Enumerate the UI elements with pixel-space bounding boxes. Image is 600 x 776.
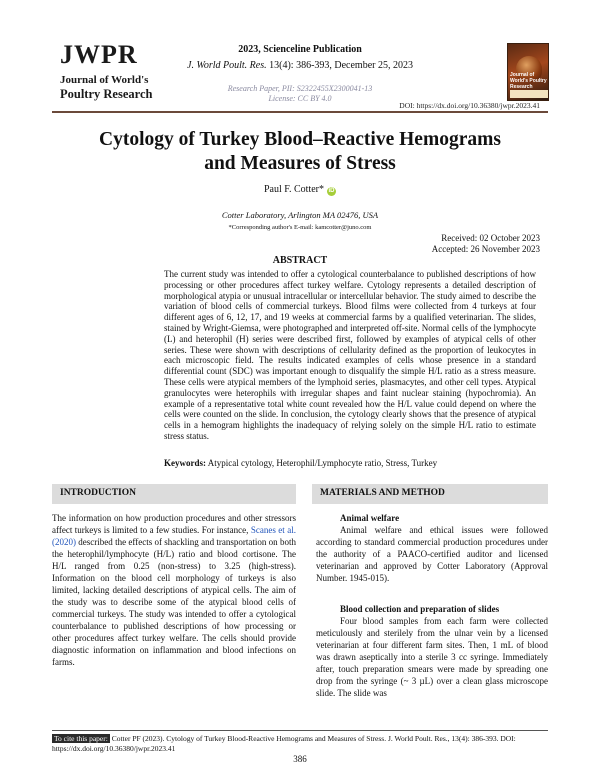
affiliation: Cotter Laboratory, Arlington MA 02476, USA [221, 210, 379, 220]
animal-welfare-text: Animal welfare and ethical issues were followed according to standard commercial production procedures under the authority of a PAACO-certified auditor and licensed veterinarian and approved by Cotter Laboratory (Approval Number. 1945-015). [316, 525, 548, 583]
blood-collection-section [316, 603, 548, 699]
abstract-heading: ABSTRACT [272, 255, 328, 266]
license: License: CC BY 4.0 [268, 94, 332, 103]
keywords [164, 458, 536, 468]
citation-line [150, 60, 450, 71]
cover-text: Journal of World's Poultry Research [510, 72, 547, 90]
cite-text: Cotter PF (2023). Cytology of Turkey Blood-Reactive Hemograms and Measures of Stress. J. World Poult. Res., 13(4): 386-393. DOI: https://dx.doi.org/10.36380/jwpr.2023.41 [52, 734, 516, 753]
header-divider [52, 111, 548, 113]
orcid-icon[interactable]: iD [328, 188, 335, 194]
footer-divider [52, 730, 548, 731]
corresponding-email: *Corresponding author's E-mail: kamcotter@juno.com [228, 224, 372, 231]
paper-type: Research Paper, PII: S2322455X2300041-13 [227, 84, 373, 93]
introduction-heading: INTRODUCTION [52, 484, 296, 504]
intro-text-1: The information on how production procedures and other stressors affect turkeys is limited to a few studies. For instance, [52, 513, 296, 535]
journal-cover-image [507, 43, 549, 101]
article-title [52, 128, 548, 176]
cite-tag: To cite this paper: [54, 734, 108, 743]
journal-logo-text: JWPR [60, 40, 138, 69]
methods-heading: MATERIALS AND METHOD [312, 484, 548, 504]
journal-name-line1: Journal of World's [60, 74, 149, 86]
abstract-text: The current study was intended to offer a cytological counterbalance to published descriptions of how processing or other procedures affect turkey welfare. Cytology represents a detailed description of morphological atypia or unusual intracellular or intercellular behavior. The study aimed to describe the variation of blood cells of commercial turkeys. Blood films were collected from 4 turkeys at four different ages of 6, 12, 17, and 19 weeks at commercial farms by a qualified veterinarian. The slides, stained by Wright-Giemsa, were photographed and interpreted off-site. Normal cells of the lymphocyte (L) and heterophil (H) series were described first, followed by examples of atypical cells of other series. These were shown with descriptions of cellularity defined as the proportion of leukocytes in each microscopic field. The results indicated examples of cells whose presence in a standard differential count (SDC) was important enough to disqualify the simple H/L ratio as a stress measure. These cells were atypical members of the lymphoid series, plasmacytes, and other cell types. Atypical granulocytes were heterophils with irregular shapes and faint nuclear staining (hypochromia). An example of a representative total white count revealed how the H/L value could depend on where the cells were counted on the slide. In conclusion, the cytology clearly shows that the presence of atypical cells in a hemogram highlights the inadequacy of relying solely on the simple H/L ratio to estimate stress status. [164, 269, 536, 441]
keywords-label: Keywords: [164, 458, 206, 468]
introduction-text [52, 512, 296, 668]
cover-band [510, 90, 548, 98]
intro-text-2: described the effects of shackling and transportation on both the heterophil/lymphocyte (H/L) ratio and blood cortisone. The H/L ranged from 0.25 (non-stress) to 3.25 (high-stress). Information on the blood cell morphology of turkeys is also limited, lacking detailed descriptions of atypical cells. The aim of the study was to describe some of the atypical blood cells of commercial turkeys. The study was intended to offer a cytological counterbalance to published descriptions of how processing or other procedures affect turkey welfare. The cells should provide diagnostic information on inflammation and blood infections on farms. [52, 537, 296, 667]
received-date: Received: 02 October 2023 [441, 233, 540, 243]
blood-collection-text: Four blood samples from each farm were collected meticulously and sterilely from the ulnar vein by a licensed veterinarian at four different farm sites. Then, 1 mL of blood was drawn aseptically into a sterile 3 cc syringe. Immediately after, touch preparation smears were made by spreading one drop from the syringe (~ 3 µL) over a clean glass microscope slide. The slide was [316, 616, 548, 698]
scanes-reference-link[interactable]: Scanes et al. (2020) [52, 525, 297, 547]
citation-details: 13(4): 386-393, December 25, 2023 [266, 60, 413, 71]
animal-welfare-subheading: Animal welfare [340, 513, 400, 523]
header-doi[interactable]: DOI: https://dx.doi.org/10.36380/jwpr.2023.41 [399, 101, 540, 110]
keywords-list: Atypical cytology, Heterophil/Lymphocyte ratio, Stress, Turkey [206, 458, 438, 468]
animal-welfare-section [316, 512, 548, 584]
journal-name [60, 73, 152, 101]
accepted-date: Accepted: 26 November 2023 [431, 244, 540, 254]
journal-name-line2: Poultry Research [60, 87, 153, 101]
author-line [52, 184, 548, 196]
page-number: 386 [293, 754, 307, 764]
citation-footer [52, 734, 548, 753]
citation-journal: J. World Poult. Res. [187, 60, 267, 71]
blood-collection-subheading: Blood collection and preparation of slides [340, 604, 500, 614]
publication-year: 2023, Scienceline Publication [238, 44, 362, 55]
title-line2: and Measures of Stress [204, 153, 396, 174]
author-name: Paul F. Cotter* [263, 184, 325, 195]
title-line1: Cytology of Turkey Blood–Reactive Hemograms [99, 129, 501, 150]
